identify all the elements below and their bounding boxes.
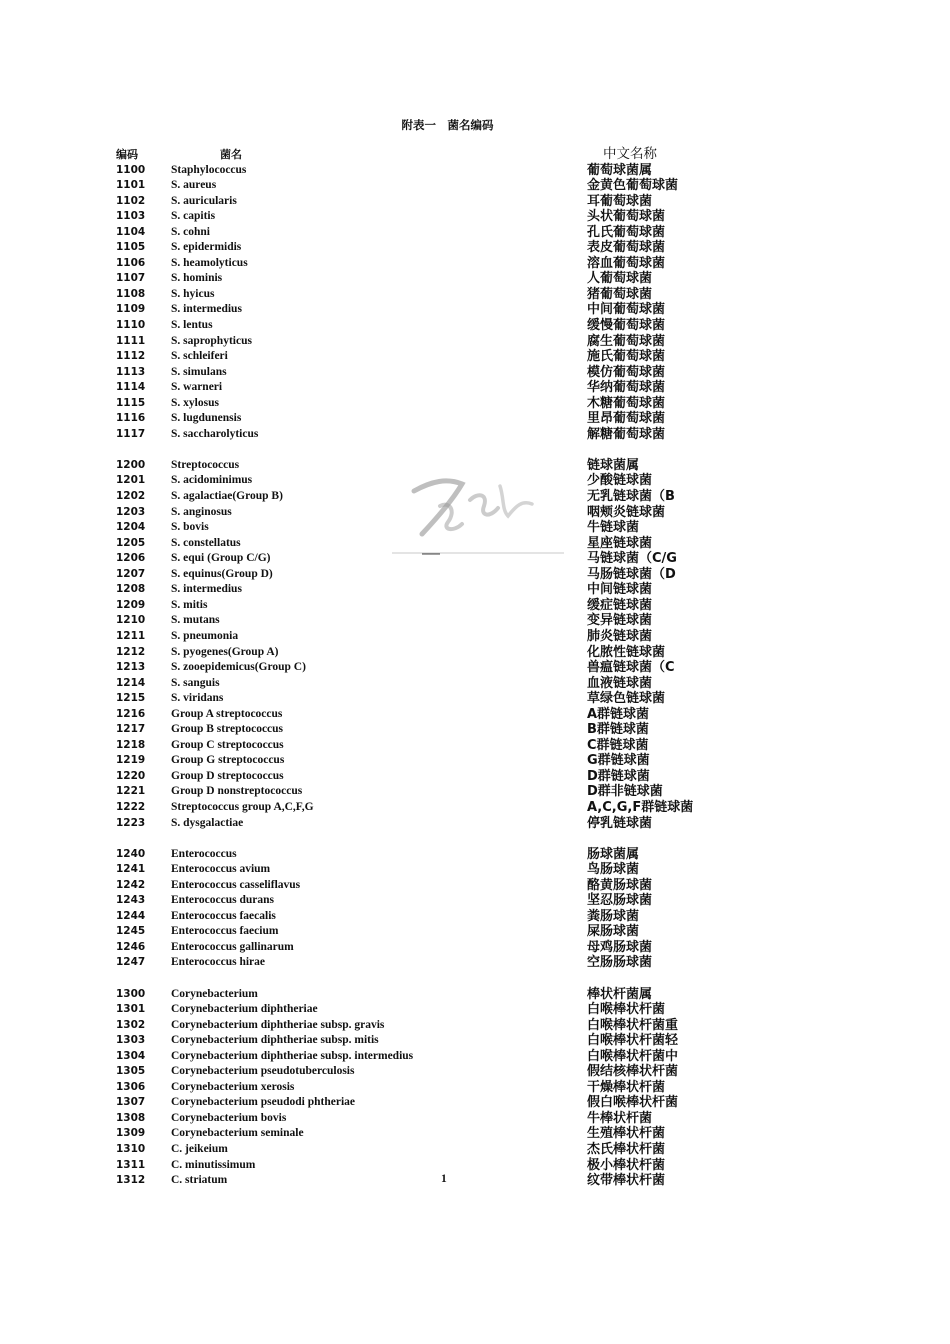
row-chinese-name: 肠球菌属 [587, 846, 640, 862]
row-chinese-name: 中间链球菌 [587, 582, 653, 598]
table-row [116, 878, 736, 894]
table-row [116, 489, 736, 505]
row-code: 1301 [116, 1003, 146, 1016]
table-row [116, 505, 736, 521]
table-row [116, 847, 736, 863]
group-spacer [116, 442, 736, 458]
row-code: 1110 [116, 319, 146, 332]
row-bacteria-name: S. intermedius [171, 583, 242, 596]
table-row [116, 1095, 736, 1111]
row-chinese-name: 咽颊炎链球菌 [587, 504, 666, 520]
row-bacteria-name: S. lentus [171, 319, 213, 332]
row-code: 1103 [116, 210, 146, 223]
row-bacteria-name: Corynebacterium diphtheriae [171, 1003, 318, 1016]
page-title: 附表一 菌名编码 [401, 118, 494, 132]
row-bacteria-name: Enterococcus durans [171, 894, 274, 907]
row-code: 1207 [116, 567, 146, 580]
bacteria-code-table [116, 147, 736, 1189]
row-bacteria-name: Corynebacterium diphtheriae subsp. mitis [171, 1034, 379, 1047]
row-bacteria-name: S. saccharolyticus [171, 427, 259, 440]
row-bacteria-name: Enterococcus hirae [171, 956, 266, 969]
row-bacteria-name: Enterococcus gallinarum [171, 940, 294, 953]
row-chinese-name: 极小棒状杆菌 [587, 1157, 666, 1173]
row-bacteria-name: Staphylococcus [171, 163, 247, 176]
row-chinese-name: 表皮葡萄球菌 [587, 240, 666, 256]
row-bacteria-name: S. dysgalactiae [171, 816, 244, 829]
row-bacteria-name: Group D nonstreptococcus [171, 785, 303, 798]
row-code: 1240 [116, 847, 146, 860]
row-code: 1246 [116, 940, 146, 953]
row-chinese-name: 生殖棒状杆菌 [587, 1126, 666, 1142]
row-chinese-name: 葡萄球菌属 [587, 162, 653, 178]
row-bacteria-name: Group G streptococcus [171, 754, 285, 767]
row-bacteria-name: C. striatum [171, 1174, 228, 1187]
row-code: 1307 [116, 1096, 146, 1109]
row-bacteria-name: S. pyogenes(Group A) [171, 645, 279, 658]
row-code: 1113 [116, 365, 146, 378]
row-bacteria-name: S. capitis [171, 210, 216, 223]
row-bacteria-name: S. intermedius [171, 303, 242, 316]
row-bacteria-name: S. zooepidemicus(Group C) [171, 661, 306, 674]
row-bacteria-name: S. simulans [171, 365, 227, 378]
row-chinese-name: 假结核棒状杆菌 [587, 1064, 679, 1080]
row-chinese-name: 血液链球菌 [587, 675, 653, 691]
row-chinese-name: 猪葡萄球菌 [587, 286, 653, 302]
row-chinese-name: 杰氏棒状杆菌 [587, 1142, 666, 1157]
row-chinese-name: 马肠链球菌（D [587, 566, 676, 582]
row-chinese-name: 牛棒状杆菌 [587, 1110, 653, 1126]
row-chinese-name: 假白喉棒状杆菌 [587, 1095, 679, 1111]
table-row [116, 676, 736, 692]
row-code: 1101 [116, 179, 146, 192]
row-chinese-name: 缓症链球菌 [587, 597, 653, 613]
table-row [116, 1018, 736, 1034]
row-bacteria-name: S. equinus(Group D) [171, 567, 273, 580]
table-row [116, 271, 736, 287]
table-row [116, 1080, 736, 1096]
row-code: 1223 [116, 816, 146, 829]
row-bacteria-name: S. constellatus [171, 536, 241, 549]
row-code: 1302 [116, 1018, 146, 1031]
row-code: 1115 [116, 396, 146, 409]
row-code: 1308 [116, 1111, 146, 1124]
table-row [116, 225, 736, 241]
row-code: 1209 [116, 598, 146, 611]
row-code: 1206 [116, 552, 146, 565]
row-chinese-name: 干燥棒状杆菌 [587, 1079, 666, 1095]
row-chinese-name: 中间葡萄球菌 [587, 302, 666, 318]
table-row [116, 209, 736, 225]
row-bacteria-name: S. cohni [171, 225, 210, 238]
row-bacteria-name: C. jeikeium [171, 1143, 228, 1155]
table-row [116, 536, 736, 552]
row-code: 1219 [116, 754, 146, 767]
row-chinese-name: A群链球菌 [587, 706, 650, 722]
row-chinese-name: 白喉棒状杆菌 [587, 1002, 666, 1018]
row-chinese-name: 缓慢葡萄球菌 [587, 318, 666, 334]
row-bacteria-name: Streptococcus group A,C,F,G [171, 800, 314, 813]
row-chinese-name: 施氏葡萄球菌 [587, 349, 666, 365]
table-row [116, 380, 736, 396]
header-name: 菌名 [220, 148, 242, 161]
row-bacteria-name: S. lugdunensis [171, 412, 242, 425]
row-chinese-name: 人葡萄球菌 [587, 271, 653, 287]
row-bacteria-name: Corynebacterium diphtheriae subsp. gravis [171, 1018, 385, 1031]
row-bacteria-name: S. viridans [171, 692, 224, 705]
row-chinese-name: 少酸链球菌 [587, 473, 653, 489]
row-code: 1310 [116, 1143, 146, 1155]
row-chinese-name: 牛链球菌 [587, 520, 640, 536]
row-chinese-name: 肺炎链球菌 [587, 628, 653, 644]
row-bacteria-name: Enterococcus faecalis [171, 909, 276, 922]
row-bacteria-name: Corynebacterium pseudotuberculosis [171, 1065, 355, 1078]
row-code: 1221 [116, 785, 146, 798]
row-bacteria-name: S. warneri [171, 381, 223, 394]
table-row [116, 178, 736, 194]
header-code: 编码 [116, 148, 138, 161]
table-row [116, 1142, 736, 1158]
table-row [116, 396, 736, 412]
row-code: 1243 [116, 894, 146, 907]
row-code: 1304 [116, 1049, 146, 1062]
row-chinese-name: 化脓性链球菌 [587, 644, 666, 660]
row-code: 1311 [116, 1158, 146, 1171]
table-row [116, 940, 736, 956]
row-code: 1300 [116, 987, 146, 1000]
table-row [116, 862, 736, 878]
row-bacteria-name: Group A streptococcus [171, 707, 283, 720]
table-row [116, 365, 736, 381]
row-code: 1108 [116, 287, 146, 300]
row-chinese-name: 酪黄肠球菌 [587, 877, 653, 893]
row-code: 1309 [116, 1127, 146, 1140]
row-code: 1216 [116, 707, 146, 720]
row-chinese-name: D群非链球菌 [587, 784, 663, 800]
table-row [116, 1158, 736, 1174]
table-row [116, 955, 736, 971]
row-bacteria-name: Corynebacterium pseudodi phtheriae [171, 1096, 355, 1109]
row-chinese-name: 金黄色葡萄球菌 [587, 178, 679, 194]
table-row [116, 163, 736, 179]
row-bacteria-name: S. schleiferi [171, 350, 228, 363]
row-chinese-name: 解糖葡萄球菌 [587, 426, 666, 442]
table-row [116, 458, 736, 474]
table-row [116, 194, 736, 210]
row-code: 1203 [116, 505, 146, 518]
table-row [116, 769, 736, 785]
group-spacer [116, 971, 736, 987]
row-bacteria-name: Group D streptococcus [171, 769, 284, 782]
row-code: 1102 [116, 194, 146, 207]
row-code: 1212 [116, 645, 146, 658]
row-chinese-name: 粪肠球菌 [587, 908, 640, 924]
group-spacer [116, 831, 736, 847]
row-code: 1105 [116, 241, 146, 254]
row-code: 1200 [116, 458, 146, 471]
row-chinese-name: 链球菌属 [587, 457, 640, 473]
row-chinese-name: 耳葡萄球菌 [587, 193, 653, 209]
table-row [116, 551, 736, 567]
row-chinese-name: 马链球菌（C/G [587, 551, 677, 567]
table-row [116, 240, 736, 256]
table-row [116, 1126, 736, 1142]
table-row [116, 1064, 736, 1080]
row-chinese-name: 白喉棒状杆菌重 [587, 1017, 679, 1033]
row-bacteria-name: Enterococcus [171, 847, 237, 860]
table-row [116, 893, 736, 909]
row-code: 1202 [116, 490, 146, 503]
row-bacteria-name: Streptococcus [171, 458, 240, 471]
row-code: 1111 [116, 334, 146, 347]
row-chinese-name: D群链球菌 [587, 768, 650, 784]
row-bacteria-name: S. acidominimus [171, 474, 253, 487]
table-row [116, 613, 736, 629]
header-chinese-name: 中文名称 [603, 146, 657, 162]
table-row [116, 567, 736, 583]
row-code: 1201 [116, 474, 146, 487]
table-row [116, 287, 736, 303]
table-row [116, 691, 736, 707]
row-chinese-name: 腐生葡萄球菌 [587, 333, 666, 349]
table-row [116, 427, 736, 443]
table-row [116, 1033, 736, 1049]
row-code: 1222 [116, 800, 146, 813]
row-code: 1215 [116, 692, 146, 705]
row-code: 1114 [116, 381, 146, 394]
row-bacteria-name: S. equi (Group C/G) [171, 552, 271, 565]
row-chinese-name: 鸟肠球菌 [587, 862, 640, 878]
row-code: 1217 [116, 723, 146, 736]
row-bacteria-name: C. minutissimum [171, 1158, 256, 1171]
row-code: 1104 [116, 225, 146, 238]
row-bacteria-name: S. epidermidis [171, 241, 242, 254]
table-row [116, 1002, 736, 1018]
table-header-row [116, 147, 736, 163]
table-row [116, 256, 736, 272]
row-chinese-name: 屎肠球菌 [587, 924, 640, 940]
table-row [116, 722, 736, 738]
row-code: 1247 [116, 956, 146, 969]
row-bacteria-name: S. agalactiae(Group B) [171, 490, 283, 503]
row-code: 1109 [116, 303, 146, 316]
row-code: 1305 [116, 1065, 146, 1078]
row-chinese-name: 孔氏葡萄球菌 [587, 224, 666, 240]
row-bacteria-name: S. hyicus [171, 287, 215, 300]
row-chinese-name: 白喉棒状杆菌中 [587, 1048, 679, 1064]
table-row [116, 349, 736, 365]
table-row [116, 645, 736, 661]
row-code: 1242 [116, 878, 146, 891]
table-row [116, 1173, 736, 1189]
row-bacteria-name: S. auricularis [171, 194, 237, 207]
row-bacteria-name: Corynebacterium bovis [171, 1111, 287, 1124]
table-row [116, 738, 736, 754]
row-code: 1303 [116, 1034, 146, 1047]
table-row [116, 629, 736, 645]
row-chinese-name: 停乳链球菌 [587, 815, 653, 831]
row-chinese-name: 无乳链球菌（B [587, 489, 675, 505]
row-bacteria-name: Group B streptococcus [171, 723, 284, 736]
row-code: 1117 [116, 427, 146, 440]
row-chinese-name: 模仿葡萄球菌 [587, 364, 666, 380]
row-chinese-name: 木糖葡萄球菌 [587, 395, 666, 411]
table-row [116, 1049, 736, 1065]
table-row [116, 660, 736, 676]
table-row [116, 800, 736, 816]
row-bacteria-name: Corynebacterium seminale [171, 1127, 304, 1140]
row-bacteria-name: S. sanguis [171, 676, 220, 689]
row-code: 1245 [116, 925, 146, 938]
row-chinese-name: A,C,G,F群链球菌 [587, 799, 694, 815]
page-number: 1 [441, 1173, 447, 1185]
row-bacteria-name: Enterococcus casseliflavus [171, 878, 301, 891]
row-bacteria-name: Corynebacterium xerosis [171, 1080, 295, 1093]
row-chinese-name: 纹带棒状杆菌 [587, 1173, 666, 1189]
row-chinese-name: 兽瘟链球菌（C [587, 660, 675, 676]
row-code: 1218 [116, 738, 146, 751]
row-bacteria-name: Corynebacterium diphtheriae subsp. intermedius [171, 1049, 414, 1062]
row-bacteria-name: Corynebacterium [171, 987, 258, 1000]
row-bacteria-name: S. aureus [171, 179, 217, 192]
table-row [116, 334, 736, 350]
row-chinese-name: C群链球菌 [587, 737, 649, 753]
table-row [116, 909, 736, 925]
row-code: 1220 [116, 769, 146, 782]
row-chinese-name: 空肠肠球菌 [587, 955, 653, 971]
row-bacteria-name: S. anginosus [171, 505, 232, 518]
row-code: 1100 [116, 163, 146, 176]
row-bacteria-name: S. xylosus [171, 396, 219, 409]
row-bacteria-name: Enterococcus faecium [171, 925, 279, 938]
row-bacteria-name: S. heamolyticus [171, 256, 248, 269]
row-code: 1213 [116, 661, 146, 674]
row-chinese-name: 里昂葡萄球菌 [587, 411, 666, 427]
row-code: 1244 [116, 909, 146, 922]
row-chinese-name: 头状葡萄球菌 [587, 209, 666, 225]
table-row [116, 816, 736, 832]
row-code: 1241 [116, 863, 146, 876]
table-row [116, 707, 736, 723]
table-row [116, 753, 736, 769]
table-row [116, 318, 736, 334]
row-chinese-name: 母鸡肠球菌 [587, 939, 653, 955]
row-chinese-name: 棒状杆菌属 [587, 986, 653, 1002]
row-chinese-name: 华纳葡萄球菌 [587, 380, 666, 396]
row-chinese-name: 白喉棒状杆菌轻 [587, 1033, 679, 1049]
row-code: 1306 [116, 1080, 146, 1093]
row-code: 1208 [116, 583, 146, 596]
row-chinese-name: 溶血葡萄球菌 [587, 255, 666, 271]
row-bacteria-name: Enterococcus avium [171, 863, 271, 876]
row-code: 1214 [116, 676, 146, 689]
row-bacteria-name: Group C streptococcus [171, 738, 284, 751]
row-code: 1205 [116, 536, 146, 549]
row-bacteria-name: S. saprophyticus [171, 334, 252, 347]
row-code: 1116 [116, 412, 146, 425]
table-row [116, 1111, 736, 1127]
row-code: 1107 [116, 272, 146, 285]
row-bacteria-name: S. mitis [171, 598, 208, 611]
row-bacteria-name: S. mutans [171, 614, 220, 627]
table-row [116, 924, 736, 940]
table-row [116, 302, 736, 318]
row-code: 1106 [116, 256, 146, 269]
table-row [116, 987, 736, 1003]
row-chinese-name: 变异链球菌 [587, 613, 653, 629]
table-row [116, 598, 736, 614]
row-bacteria-name: S. pneumonia [171, 629, 239, 642]
table-row [116, 473, 736, 489]
row-chinese-name: 星座链球菌 [587, 535, 653, 551]
table-row [116, 520, 736, 536]
row-code: 1112 [116, 350, 146, 363]
row-code: 1211 [116, 629, 146, 642]
table-row [116, 411, 736, 427]
row-chinese-name: 草绿色链球菌 [587, 691, 666, 707]
row-chinese-name: 坚忍肠球菌 [587, 893, 653, 909]
row-bacteria-name: S. hominis [171, 272, 223, 285]
row-chinese-name: G群链球菌 [587, 753, 650, 769]
row-code: 1204 [116, 521, 146, 534]
row-code: 1312 [116, 1174, 146, 1187]
row-chinese-name: B群链球菌 [587, 722, 649, 738]
table-row [116, 784, 736, 800]
row-bacteria-name: S. bovis [171, 521, 209, 534]
table-row [116, 582, 736, 598]
row-code: 1210 [116, 614, 146, 627]
